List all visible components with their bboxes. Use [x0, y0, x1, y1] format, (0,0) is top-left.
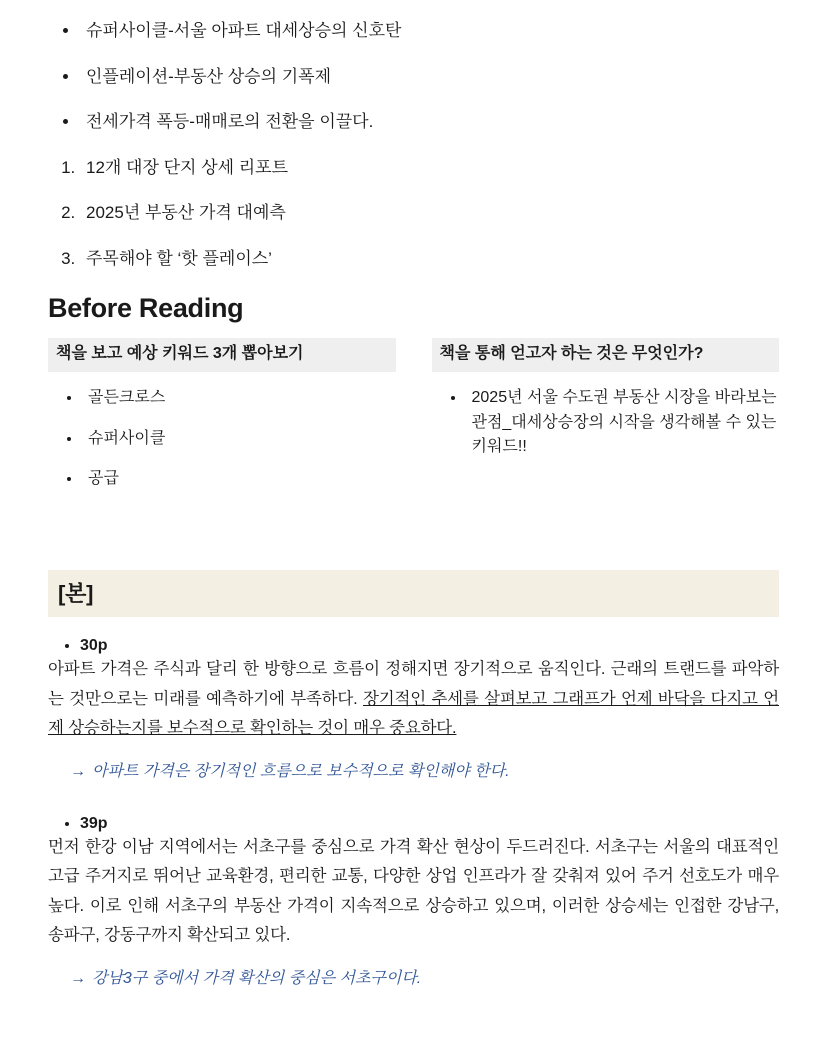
list-item: 2. 2025년 부동산 가격 대예측 [80, 200, 779, 226]
toc-numbered-list [48, 155, 779, 272]
keywords-list [48, 386, 396, 492]
arrow-icon: → [70, 970, 86, 988]
paragraph-text-underlined: 장기적인 추세를 살펴보고 그래프가 언제 바닥을 다지고 언제 상승하는지를 보수적으로 확인하는 것이 매우 중요하다. [48, 689, 779, 737]
arrow-icon: → [70, 763, 86, 781]
list-item: 3. 주목해야 할 ‘핫 플레이스’ [80, 246, 779, 272]
before-reading-title: Before Reading [48, 293, 244, 323]
page-marker-list [48, 815, 779, 833]
goal-column [432, 338, 780, 508]
page-marker-list [48, 637, 779, 655]
list-item: • 골든크로스 [82, 386, 396, 411]
body-paragraph [48, 655, 779, 743]
list-item: • 인플레이션-부동산 상승의 기폭제 [80, 64, 779, 90]
list-item: • 2025년 서울 수도권 부동산 시장을 바라보는 관점_대세상승장의 시작을 생각해볼 수 있는 키워드!! [466, 386, 780, 460]
keywords-column [48, 338, 396, 508]
page-marker: • 39p [80, 815, 779, 833]
main-body-band: [본] [48, 570, 779, 617]
table-of-contents [48, 18, 779, 271]
paragraph-text-plain: 아파트 가격은 주식과 달리 한 방향으로 흐름이 정해지면 장기적으로 움직인다. 근래의 트랜드를 파악하는 것만으로는 미래를 예측하기에 부족하다. [48, 660, 779, 708]
list-item: • 슈퍼사이클 [82, 427, 396, 452]
summary-text: 강남3구 중에서 가격 확산의 중심은 서초구이다. [92, 970, 422, 988]
body-summary [48, 966, 779, 992]
body-summary [48, 759, 779, 785]
toc-bullet-list [48, 18, 779, 135]
summary-text: 아파트 가격은 장기적인 흐름으로 보수적으로 확인해야 한다. [92, 763, 510, 781]
list-item: • 슈퍼사이클-서울 아파트 대세상승의 신호탄 [80, 18, 779, 44]
body-paragraph [48, 833, 779, 950]
goal-list [432, 386, 780, 460]
body-entry-39p [48, 815, 779, 992]
before-reading-columns [48, 338, 779, 508]
list-item: • 공급 [82, 467, 396, 492]
list-item: • 전세가격 폭등-매매로의 전환을 이끌다. [80, 109, 779, 135]
goal-column-header: 책을 통해 얻고자 하는 것은 무엇인가? [432, 338, 780, 372]
page-marker: • 30p [80, 637, 779, 655]
list-item: 1. 12개 대장 단지 상세 리포트 [80, 155, 779, 181]
keywords-column-header: 책을 보고 예상 키워드 3개 뽑아보기 [48, 338, 396, 372]
paragraph-text-plain: 먼저 한강 이남 지역에서는 서초구를 중심으로 가격 확산 현상이 두드러진다. 서초구는 서울의 대표적인 고급 주거지로 뛰어난 교육환경, 편리한 교통, 다양한 상업 인프라가 잘 갖춰져 있어 주거 선호도가 매우 높다. 이로 인해 서초구의 부동산 가격이 지속적으로 상승하고 있으며, 이러한 상승세는 인접한 강남구, 송파구, 강동구까지 확산되고 있다. [48, 837, 779, 944]
body-entry-30p [48, 637, 779, 785]
spacer [48, 785, 779, 815]
